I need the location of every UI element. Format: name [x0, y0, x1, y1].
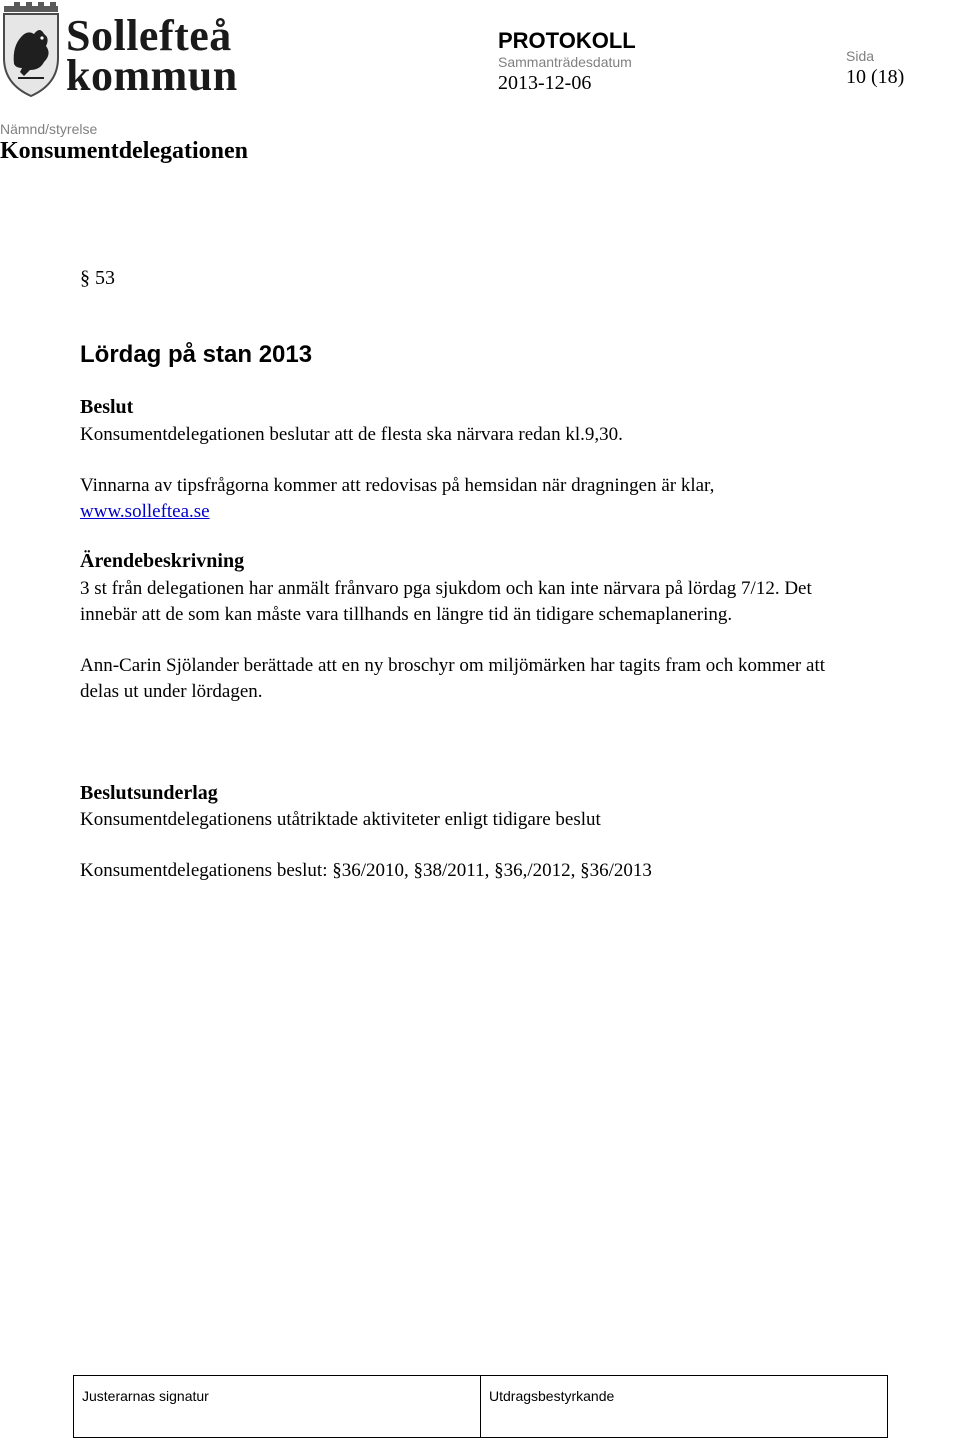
decision-link-line	[80, 499, 210, 525]
page-label: Sida	[846, 48, 875, 64]
decision-text-line: Konsumentdelegationen beslutar att de flesta ska närvara redan kl.9,30.	[80, 424, 623, 445]
description-text-line: innebär att de som kan måste vara tillhands en längre tid än tidigare schemaplanering.	[80, 604, 733, 625]
document-type: PROTOKOLL	[498, 28, 636, 53]
page-number: 10 (18)	[846, 66, 905, 88]
signature-label: Justerarnas signatur	[82, 1388, 209, 1404]
meeting-date-label: Sammanträdesdatum	[498, 54, 632, 70]
meeting-date: 2013-12-06	[498, 72, 592, 94]
signature-box	[73, 1375, 888, 1438]
website-link[interactable]: www.solleftea.se	[80, 501, 210, 522]
certification-cell	[480, 1376, 887, 1437]
basis-heading: Beslutsunderlag	[80, 782, 218, 804]
logo-text-line2: kommun	[66, 51, 238, 100]
basis-text-line: Konsumentdelegationens beslut: §36/2010, §38/2011, §36,/2012, §36/2013	[80, 860, 652, 881]
certified-label: Utdragsbestyrkande	[489, 1388, 615, 1404]
coat-of-arms-icon	[0, 0, 62, 100]
description-text-line: delas ut under lördagen.	[80, 681, 263, 702]
municipality-logo	[0, 0, 250, 100]
logo-text-line1: Sollefteå	[66, 11, 232, 60]
decision-text-line: Vinnarna av tipsfrågorna kommer att redovisas på hemsidan när dragningen är klar,	[80, 475, 715, 496]
body-name: Konsumentdelegationen	[0, 138, 249, 164]
description-text-line: 3 st från delegationen har anmält frånvaro pga sjukdom och kan inte närvara på lördag 7/12. Det	[80, 578, 812, 599]
paragraph-number: § 53	[80, 267, 115, 289]
body-label: Nämnd/styrelse	[0, 121, 98, 137]
basis-text-line: Konsumentdelegationens utåtriktade aktiviteter enligt tidigare beslut	[80, 809, 601, 830]
item-title: Lördag på stan 2013	[80, 341, 313, 368]
description-text-line: Ann-Carin Sjölander berättade att en ny broschyr om miljömärken har tagits fram och kommer att	[80, 655, 825, 676]
description-heading: Ärendebeskrivning	[80, 550, 245, 572]
decision-heading: Beslut	[80, 396, 134, 418]
signature-cell	[74, 1376, 480, 1437]
